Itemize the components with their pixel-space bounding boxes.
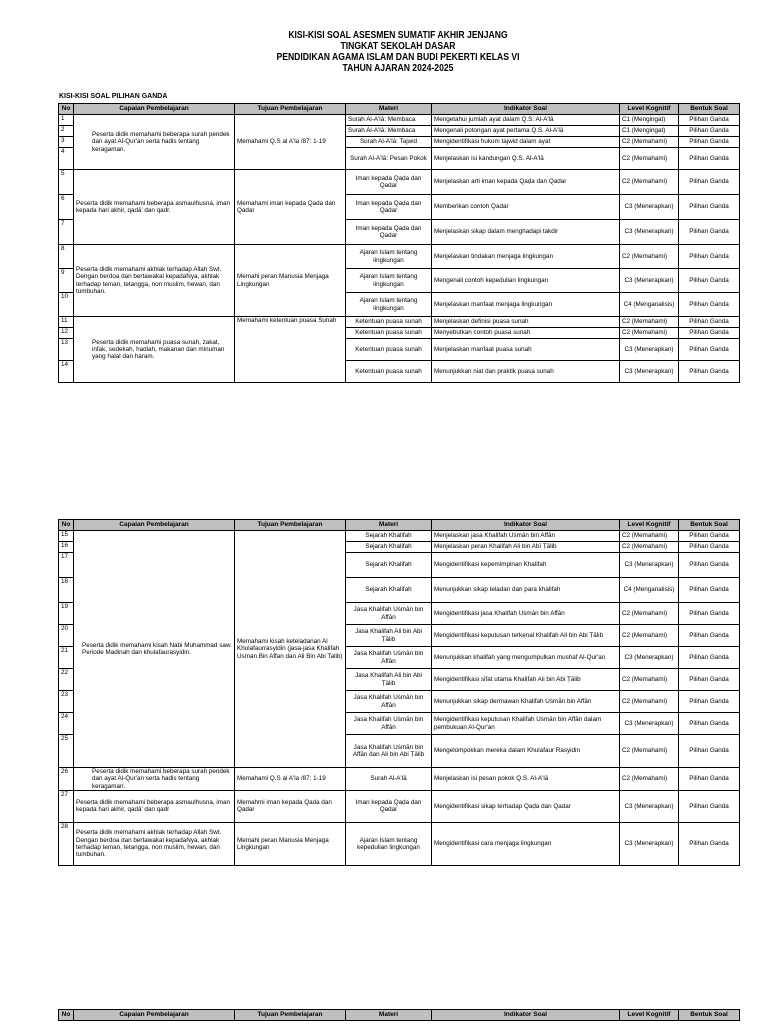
- cell-indikator: Menjelaskan isi pesan pokok Q.S. Al-A'lā: [432, 768, 620, 791]
- cell-materi: Jasa Khalifah Ali bin Abi Ṭālib: [346, 625, 432, 647]
- table-row: [59, 245, 740, 269]
- cell-level: C3 (Menerapkan): [620, 647, 679, 669]
- cell-tujuan: Memahami iman kepada Qada dan Qadar: [235, 170, 346, 245]
- cell-capaian: Peserta didik memahami beberapa asmaulhusna, iman kepada hari akhir, qadā' dan qadr: [74, 790, 235, 822]
- cell-indikator: Mengenali potongan ayat pertama Q.S. Al-A'lā: [432, 126, 620, 137]
- cell-level: C2 (Memahami): [620, 328, 679, 339]
- cell-indikator: Menunjukkan sikap dermawan Khalifah Uṡmān bin Affān: [432, 691, 620, 713]
- cell-level: C2 (Memahami): [620, 603, 679, 625]
- table-row: [59, 170, 740, 195]
- cell-level: C2 (Memahami): [620, 531, 679, 542]
- col-header-capaian: Capaian Pembelajaran: [74, 520, 235, 531]
- cell-no: 18: [59, 578, 74, 603]
- cell-level: C2 (Memahami): [620, 768, 679, 791]
- cell-materi: Sejarah Khalifah: [346, 578, 432, 603]
- cell-no: 10: [59, 293, 74, 317]
- cell-bentuk: Pilihan Ganda: [679, 317, 740, 328]
- section-label: KISI-KISI SOAL PILIHAN GANDA: [59, 93, 168, 100]
- cell-level: C1 (Mengingat): [620, 115, 679, 126]
- table-row: [59, 531, 740, 542]
- cell-capaian: Peserta didik memahami puasa sunah, zakat, infak, sedekah, hadiah, makanan dan minuman yang halal dan haram.: [74, 317, 235, 383]
- cell-materi: Surah Al-A'lā: Tajwid: [346, 137, 432, 148]
- cell-bentuk: Pilihan Ganda: [679, 790, 740, 822]
- cell-indikator: Menjelaskan arti iman kepada Qaḍa dan Qadar: [432, 170, 620, 195]
- cell-indikator: Mengidentifikasi sikap terhadap Qaḍa dan Qadar: [432, 790, 620, 822]
- cell-level: C3 (Menerapkan): [620, 269, 679, 293]
- cell-bentuk: Pilihan Ganda: [679, 625, 740, 647]
- cell-materi: Jasa Khalifah Uṡmān bin Affān: [346, 647, 432, 669]
- cell-bentuk: Pilihan Ganda: [679, 195, 740, 220]
- cell-indikator: Mengidentifikasi keputusan Khalifah Uṡmān bin Affān dalam pembukuan Al-Qur'an: [432, 713, 620, 735]
- cell-no: 15: [59, 531, 74, 542]
- cell-materi: Iman kepada Qaḍa dan Qadar: [346, 790, 432, 822]
- cell-materi: Sejarah Khalifah: [346, 553, 432, 578]
- col-header-capaian: Capaian Pembelajaran: [74, 104, 235, 115]
- cell-bentuk: Pilihan Ganda: [679, 126, 740, 137]
- cell-no: 1: [59, 115, 74, 126]
- cell-indikator: Memberikan contoh Qadar: [432, 195, 620, 220]
- cell-materi: Ketentuan puasa sunah: [346, 361, 432, 383]
- cell-indikator: Menjelaskan tindakan menjaga lingkungan: [432, 245, 620, 269]
- cell-materi: Iman kepada Qaḍa dan Qadar: [346, 170, 432, 195]
- cell-capaian: Peserta didik memahami kisah Nabi Muhammad saw. Periode Madinah dan khulafaurasyidin.: [74, 531, 235, 768]
- cell-no: 9: [59, 269, 74, 293]
- cell-bentuk: Pilihan Ganda: [679, 361, 740, 383]
- cell-level: C4 (Menganalisis): [620, 578, 679, 603]
- cell-indikator: Menjelaskan definisi puasa sunah: [432, 317, 620, 328]
- cell-level: C4 (Menganalisis): [620, 293, 679, 317]
- table-row: [59, 790, 740, 822]
- col-header-materi: Materi: [346, 520, 432, 531]
- cell-indikator: Mengenali contoh kepedulian lingkungan: [432, 269, 620, 293]
- title-line-3: PENDIDIKAN AGAMA ISLAM DAN BUDI PEKERTI KELAS VI: [276, 52, 520, 63]
- cell-capaian: Peserta didik memahami beberapa surah pendek dan ayat Al-Qur'an serta hadis tentang keragaman.: [74, 768, 235, 791]
- cell-bentuk: Pilihan Ganda: [679, 148, 740, 170]
- title-line-2: TINGKAT SEKOLAH DASAR: [340, 41, 456, 52]
- cell-capaian: Peserta didik memahami beberapa surah pendek dan ayat Al-Qur'an serta hadis tentang keragaman.: [74, 115, 235, 170]
- cell-indikator: Menyebutkan contoh puasa sunah: [432, 328, 620, 339]
- cell-materi: Surah Al-A'lā: Pesan Pokok: [346, 148, 432, 170]
- cell-materi: Ketentuan puasa sunah: [346, 328, 432, 339]
- col-header-bentuk: Bentuk Soal: [679, 520, 740, 531]
- cell-materi: Sejarah Khalifah: [346, 542, 432, 553]
- cell-materi: Surah Al-A'lā: Membaca: [346, 126, 432, 137]
- cell-bentuk: Pilihan Ganda: [679, 713, 740, 735]
- cell-no: 3: [59, 137, 74, 148]
- cell-indikator: Menjelaskan isi kandungan Q.S. Al-A'lā: [432, 148, 620, 170]
- cell-level: C2 (Memahami): [620, 542, 679, 553]
- kisi-table-1: [58, 103, 740, 383]
- cell-indikator: Mengelompokkan mereka dalam Khulafaur Rasyidin: [432, 735, 620, 768]
- cell-no: 2: [59, 126, 74, 137]
- cell-no: 21: [59, 647, 74, 669]
- cell-materi: Ajaran Islam tentang lingkungan: [346, 245, 432, 269]
- cell-capaian: Peserta didik memahami akhlak terhadap Allah Swt. Dengan berdoa dan bertawakal kepadaNya, akhlak terhadap teman, tetangga, non muslim, hewan, dan tumbuhan.: [74, 822, 235, 865]
- cell-level: C2 (Memahami): [620, 735, 679, 768]
- cell-bentuk: Pilihan Ganda: [679, 603, 740, 625]
- cell-level: C3 (Menerapkan): [620, 339, 679, 361]
- cell-no: 8: [59, 245, 74, 269]
- cell-indikator: Menjelaskan sikap dalam menghadapi takdir: [432, 220, 620, 245]
- cell-indikator: Mengidentifikasi sifat utama Khalifah Ali bin Abi Ṭālib: [432, 669, 620, 691]
- cell-bentuk: Pilihan Ganda: [679, 542, 740, 553]
- cell-bentuk: Pilihan Ganda: [679, 553, 740, 578]
- cell-indikator: Menunjukkan khalifah yang mengumpulkan mushaf Al-Qur'an: [432, 647, 620, 669]
- cell-no: 6: [59, 195, 74, 220]
- cell-no: 17: [59, 553, 74, 578]
- cell-bentuk: Pilihan Ganda: [679, 293, 740, 317]
- col-header-level: Level Kognitif: [620, 520, 679, 531]
- cell-bentuk: Pilihan Ganda: [679, 669, 740, 691]
- cell-indikator: Mengetahui jumlah ayat dalam Q.S. Al-A'lā: [432, 115, 620, 126]
- cell-tujuan: Memahami Q.S al A'la /87: 1-19: [235, 768, 346, 791]
- cell-level: C1 (Mengingat): [620, 126, 679, 137]
- title-line-1: KISI-KISI SOAL ASESMEN SUMATIF AKHIR JENJANG: [288, 30, 508, 41]
- cell-materi: Jasa Khalifah Uṡmān bin Affān: [346, 713, 432, 735]
- cell-no: 4: [59, 148, 74, 170]
- cell-bentuk: Pilihan Ganda: [679, 691, 740, 713]
- cell-tujuan: Memahami kisah keteladanan Al Khulafaurrasyidin (jasa-jasa Khalifah Usman Bin Affan dan Ali Bin Abi Talib): [235, 531, 346, 768]
- cell-no: 12: [59, 328, 74, 339]
- cell-bentuk: Pilihan Ganda: [679, 578, 740, 603]
- cell-materi: Ketentuan puasa sunah: [346, 339, 432, 361]
- cell-capaian: Peserta didik memahami akhlak terhadap Allah Swt. Dengan berdoa dan bertawakal kepadaNya, akhlak terhadap teman, tetangga, non muslim, hewan, dan tumbuhan.: [74, 245, 235, 317]
- cell-indikator: Menjelaskan manfaat menjaga lingkungan: [432, 293, 620, 317]
- cell-no: 24: [59, 713, 74, 735]
- col-header-indikator: Indikator Soal: [432, 520, 620, 531]
- cell-no: 19: [59, 603, 74, 625]
- col-header-bentuk: Bentuk Soal: [679, 104, 740, 115]
- cell-no: 28: [59, 822, 74, 865]
- cell-materi: Surah Al-A'lā: [346, 768, 432, 791]
- table-header-row: [59, 1010, 740, 1021]
- cell-bentuk: Pilihan Ganda: [679, 339, 740, 361]
- cell-bentuk: Pilihan Ganda: [679, 170, 740, 195]
- cell-bentuk: Pilihan Ganda: [679, 768, 740, 791]
- cell-materi: Ajaran Islam tentang lingkungan: [346, 293, 432, 317]
- cell-level: C2 (Memahami): [620, 245, 679, 269]
- cell-indikator: Mengidentifikasi keputusan terkenal Khalifah Ali bin Abi Ṭālib: [432, 625, 620, 647]
- cell-no: 7: [59, 220, 74, 245]
- cell-bentuk: Pilihan Ganda: [679, 137, 740, 148]
- cell-no: 20: [59, 625, 74, 647]
- cell-bentuk: Pilihan Ganda: [679, 269, 740, 293]
- col-header-tujuan: Tujuan Pembelajaran: [235, 104, 346, 115]
- table-row: [59, 317, 740, 328]
- table-row: [59, 115, 740, 126]
- cell-level: C2 (Memahami): [620, 691, 679, 713]
- cell-level: C3 (Menerapkan): [620, 361, 679, 383]
- cell-materi: Ajaran Islam tentang lingkungan: [346, 269, 432, 293]
- cell-indikator: Mengidentifikasi kepemimpinan Khalifah: [432, 553, 620, 578]
- col-header-indikator: Indikator Soal: [432, 1010, 620, 1021]
- cell-bentuk: Pilihan Ganda: [679, 735, 740, 768]
- cell-level: C3 (Menerapkan): [620, 220, 679, 245]
- cell-no: 11: [59, 317, 74, 328]
- kisi-table-3: [58, 1009, 740, 1021]
- cell-indikator: Mengidentifikasi hukum tajwid dalam ayat: [432, 137, 620, 148]
- table-header-row: [59, 104, 740, 115]
- col-header-materi: Materi: [346, 104, 432, 115]
- cell-bentuk: Pilihan Ganda: [679, 647, 740, 669]
- cell-level: C2 (Memahami): [620, 317, 679, 328]
- cell-indikator: Menunjukkan niat dan praktik puasa sunah: [432, 361, 620, 383]
- cell-no: 23: [59, 691, 74, 713]
- cell-materi: Iman kepada Qaḍa dan Qadar: [346, 220, 432, 245]
- title-line-4: TAHUN AJARAN 2024-2025: [342, 63, 454, 74]
- col-header-materi: Materi: [346, 1010, 432, 1021]
- cell-materi: Sejarah Khalifah: [346, 531, 432, 542]
- col-header-no: No: [59, 520, 74, 531]
- cell-indikator: Menjelaskan manfaat puasa sunah: [432, 339, 620, 361]
- cell-level: C2 (Memahami): [620, 137, 679, 148]
- cell-materi: Jasa Khalifah Uṡmān bin Affān: [346, 691, 432, 713]
- col-header-level: Level Kognitif: [620, 104, 679, 115]
- cell-no: 16: [59, 542, 74, 553]
- cell-materi: Ketentuan puasa sunah: [346, 317, 432, 328]
- cell-indikator: Menunjukkan sikap teladan dari para khalifah: [432, 578, 620, 603]
- cell-level: C2 (Memahami): [620, 669, 679, 691]
- document-title: [56, 30, 741, 74]
- cell-tujuan: Memahi peran Manusia Menjaga Lingkungan: [235, 822, 346, 865]
- cell-materi: Jasa Khalifah Uṡmān bin Affān dan Ali bin Abi Ṭālib: [346, 735, 432, 768]
- cell-indikator: Menjelaskan peran Khalifah Ali bin Abī Ṭālib: [432, 542, 620, 553]
- cell-indikator: Mengidentifikasi cara menjaga lingkungan: [432, 822, 620, 865]
- cell-level: C2 (Memahami): [620, 170, 679, 195]
- cell-no: 27: [59, 790, 74, 822]
- cell-indikator: Mengidentifikasi jasa Khalifah Uṡmān bin Affān: [432, 603, 620, 625]
- cell-level: C2 (Memahami): [620, 148, 679, 170]
- cell-bentuk: Pilihan Ganda: [679, 220, 740, 245]
- cell-no: 14: [59, 361, 74, 383]
- cell-level: C3 (Menerapkan): [620, 195, 679, 220]
- cell-level: C3 (Menerapkan): [620, 790, 679, 822]
- col-header-no: No: [59, 1010, 74, 1021]
- cell-no: 22: [59, 669, 74, 691]
- cell-tujuan: Memahami Q.S al A'la /87: 1-19: [235, 115, 346, 170]
- kisi-table-2: [58, 519, 740, 866]
- cell-no: 5: [59, 170, 74, 195]
- col-header-bentuk: Bentuk Soal: [679, 1010, 740, 1021]
- cell-no: 13: [59, 339, 74, 361]
- cell-materi: Iman kepada Qaḍa dan Qadar: [346, 195, 432, 220]
- table-header-row: [59, 520, 740, 531]
- cell-indikator: Menjelaskan jasa Khalifah Uṡmān bin Affān: [432, 531, 620, 542]
- col-header-indikator: Indikator Soal: [432, 104, 620, 115]
- col-header-level: Level Kognitif: [620, 1010, 679, 1021]
- cell-tujuan: Memahi peran Manusia Menjaga Lingkungan: [235, 245, 346, 317]
- table-row: [59, 768, 740, 791]
- cell-no: 26: [59, 768, 74, 791]
- cell-tujuan: Memahmi iman kepada Qada dan Qadar: [235, 790, 346, 822]
- cell-bentuk: Pilihan Ganda: [679, 245, 740, 269]
- cell-capaian: Peserta didik memahami beberapa asmaulhusna, iman kepada hari akhir, qadā' dan qadr.: [74, 170, 235, 245]
- cell-materi: Jasa Khalifah Ali bin Abi Ṭālib: [346, 669, 432, 691]
- cell-bentuk: Pilihan Ganda: [679, 531, 740, 542]
- cell-level: C3 (Menerapkan): [620, 713, 679, 735]
- cell-level: C3 (Menerapkan): [620, 822, 679, 865]
- cell-bentuk: Pilihan Ganda: [679, 328, 740, 339]
- col-header-tujuan: Tujuan Pembelajaran: [235, 520, 346, 531]
- col-header-capaian: Capaian Pembelajaran: [74, 1010, 235, 1021]
- table-row: [59, 822, 740, 865]
- cell-materi: Surah Al-A'lā: Membaca: [346, 115, 432, 126]
- cell-level: C3 (Menerapkan): [620, 553, 679, 578]
- cell-materi: Jasa Khalifah Uṡmān bin Affān: [346, 603, 432, 625]
- cell-no: 25: [59, 735, 74, 768]
- cell-bentuk: Pilihan Ganda: [679, 115, 740, 126]
- col-header-tujuan: Tujuan Pembelajaran: [235, 1010, 346, 1021]
- cell-level: C2 (Memahami): [620, 625, 679, 647]
- cell-tujuan: Memahami ketentuan puasa Sunah: [235, 317, 346, 383]
- col-header-no: No: [59, 104, 74, 115]
- cell-bentuk: Pilihan Ganda: [679, 822, 740, 865]
- cell-materi: Ajaran Islam tentang kepedulian lingkungan: [346, 822, 432, 865]
